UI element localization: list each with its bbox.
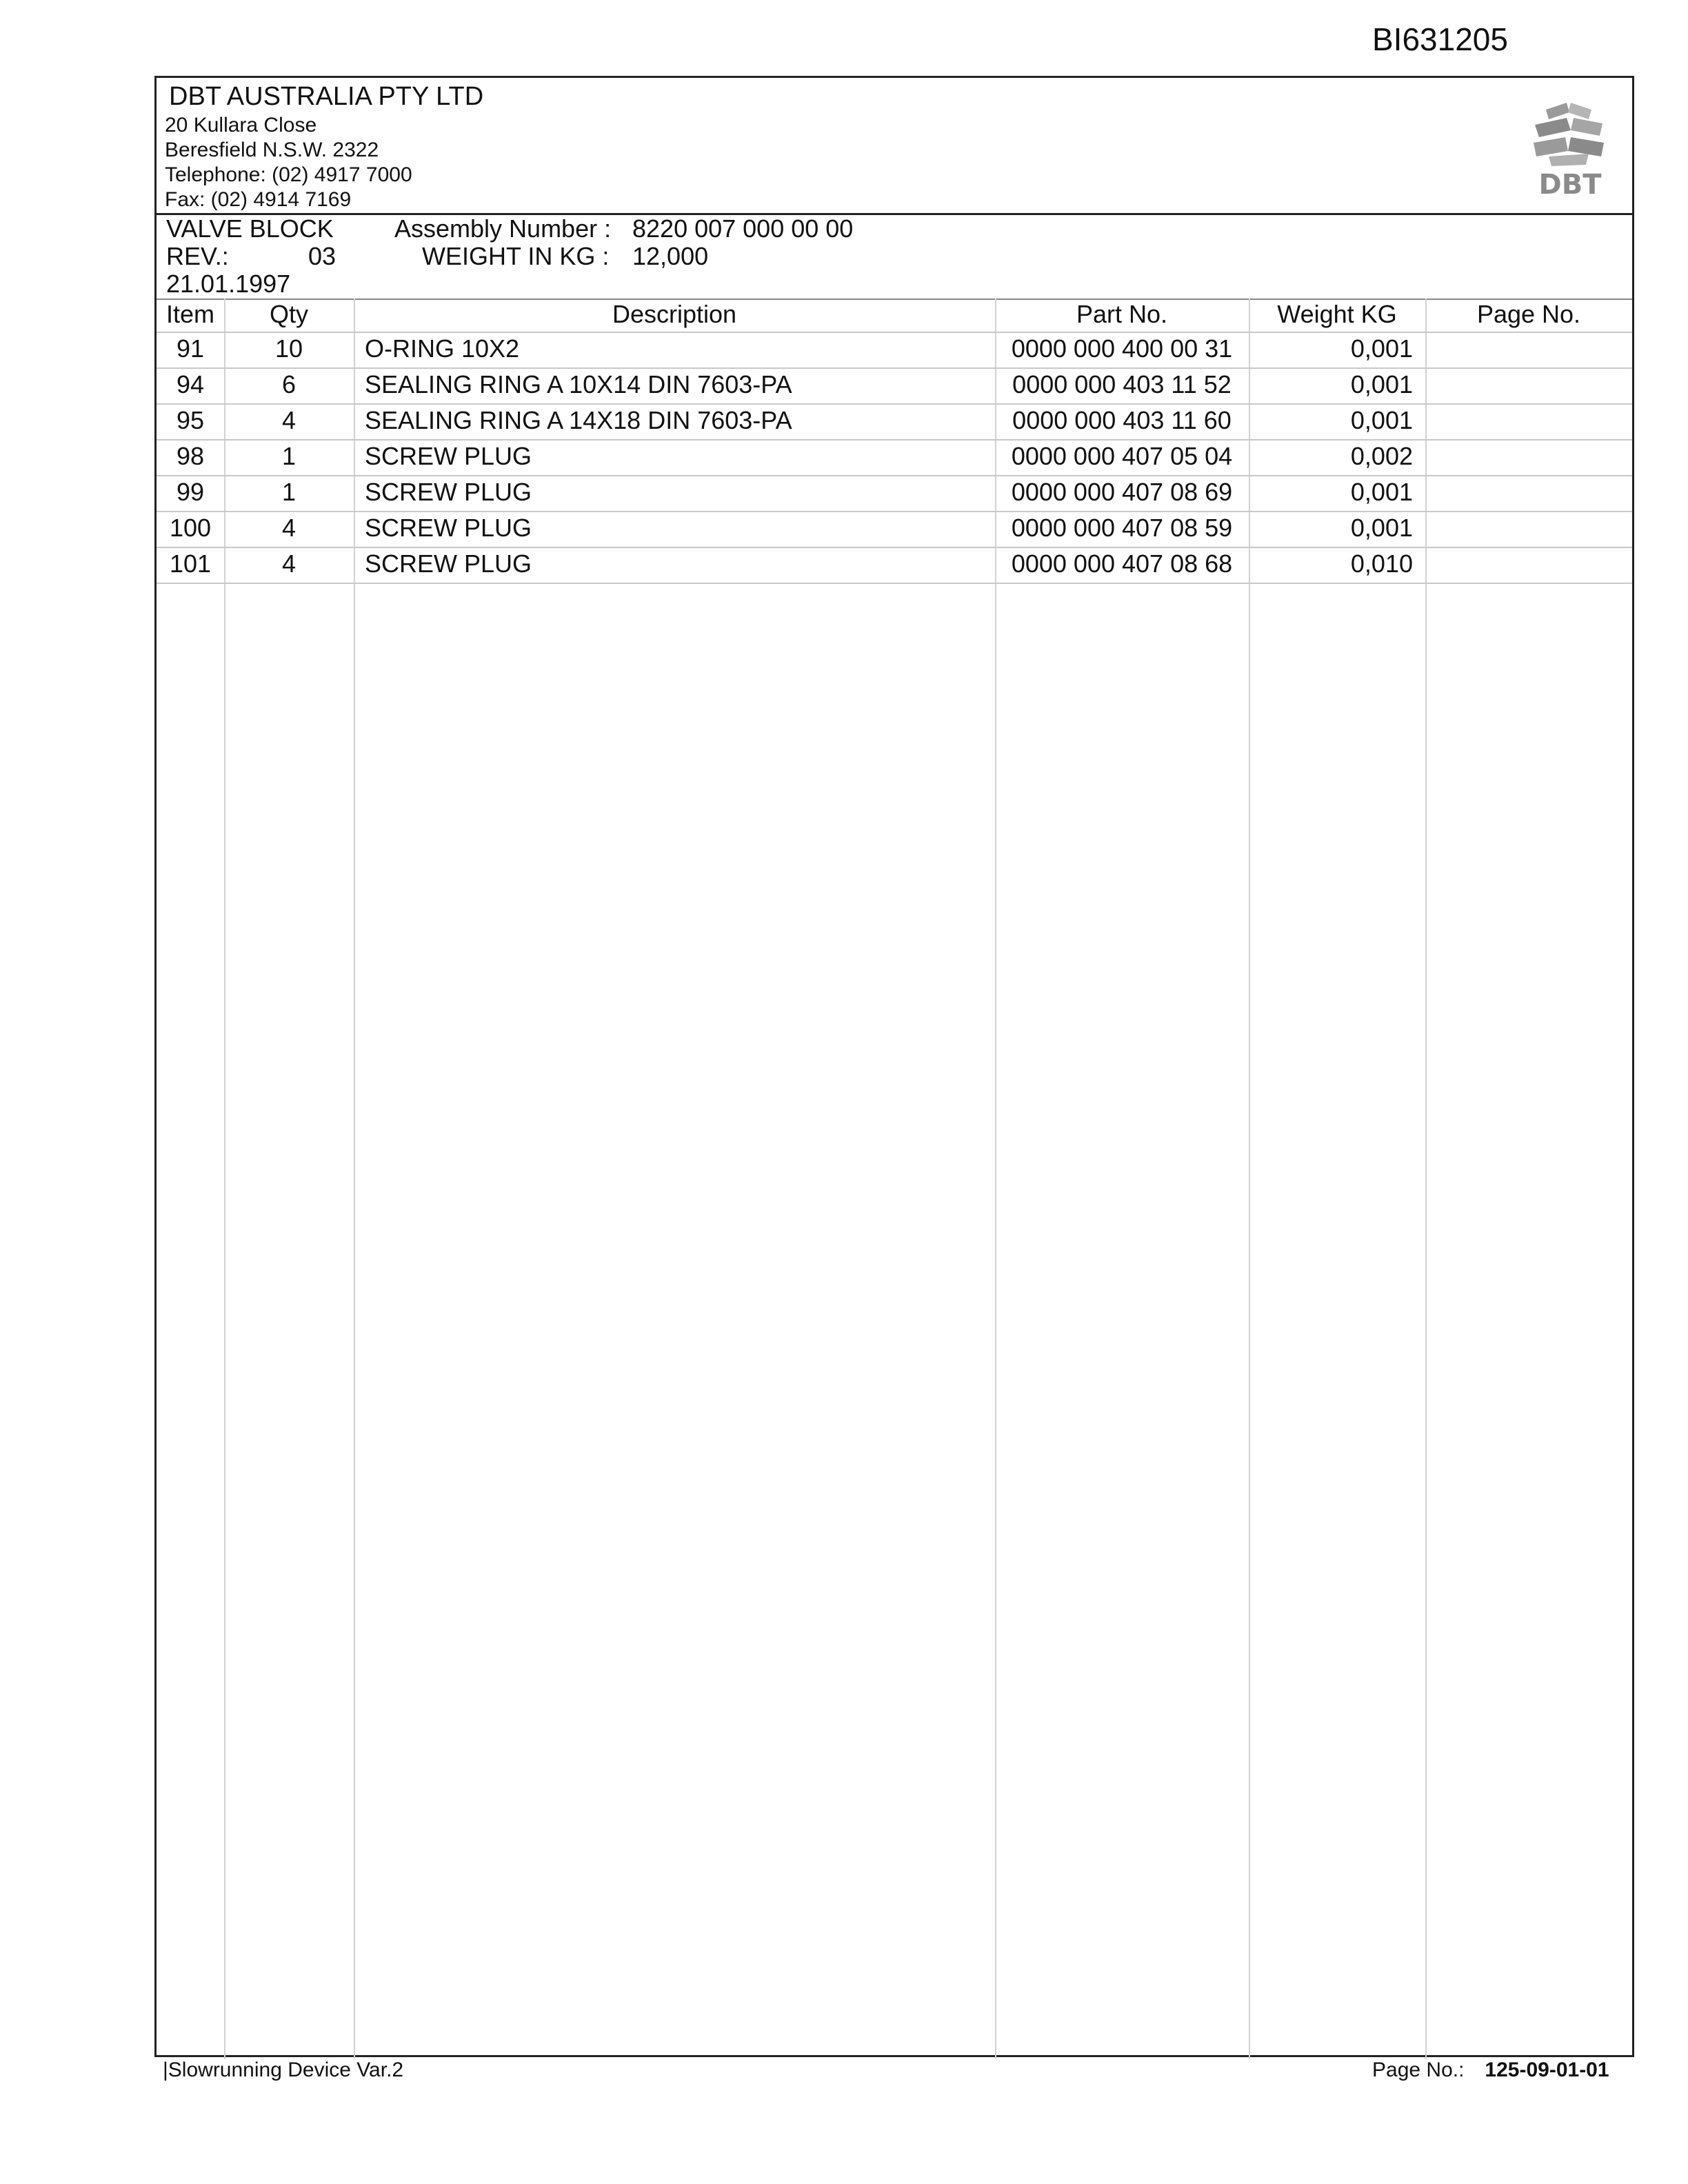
cell-weight: 0,002 — [1350, 442, 1413, 470]
header-item: Item — [165, 300, 214, 328]
cell-description: SEALING RING A 10X14 DIN 7603-PA — [365, 370, 792, 398]
cell-item: 101 — [169, 549, 212, 578]
weight-label: WEIGHT IN KG : — [422, 242, 610, 270]
rev-label: REV.: — [166, 242, 229, 270]
cell-item: 91 — [176, 334, 205, 363]
cell-description: SEALING RING A 14X18 DIN 7603-PA — [365, 406, 792, 434]
row-rule — [157, 583, 1632, 584]
footer-title: |Slowrunning Device Var.2 — [163, 2059, 404, 2081]
header-weight: Weight KG — [1277, 300, 1397, 328]
cell-qty: 4 — [281, 514, 297, 542]
cell-part-no: 0000 000 407 08 59 — [1011, 514, 1233, 542]
cell-qty: 6 — [281, 370, 297, 398]
cell-item: 100 — [169, 514, 212, 542]
cell-part-no: 0000 000 407 08 69 — [1011, 478, 1233, 506]
cell-weight: 0,001 — [1350, 478, 1413, 506]
assembly-number-label: Assembly Number : — [394, 214, 612, 243]
cell-description: SCREW PLUG — [365, 478, 532, 506]
cell-qty: 4 — [281, 549, 297, 578]
cell-page-no — [1425, 333, 1632, 369]
cell-item: 94 — [176, 370, 205, 398]
header-page-no: Page No. — [1476, 300, 1581, 328]
cell-part-no: 0000 000 403 11 52 — [1012, 370, 1232, 398]
assembly-date: 21.01.1997 — [166, 270, 291, 298]
cell-description: SCREW PLUG — [365, 549, 532, 578]
assembly-number-value: 8220 007 000 00 00 — [632, 214, 854, 243]
parts-table — [157, 299, 1632, 2059]
document-id: BI631205 — [1372, 21, 1508, 57]
cell-item: 95 — [176, 406, 205, 434]
cell-page-no — [1425, 476, 1632, 512]
cell-weight: 0,001 — [1350, 406, 1413, 434]
header-part-no: Part No. — [1076, 300, 1168, 328]
cell-part-no: 0000 000 400 00 31 — [1011, 334, 1233, 363]
cell-page-no — [1425, 369, 1632, 405]
cell-qty: 10 — [274, 334, 303, 363]
header-qty: Qty — [269, 300, 308, 328]
cell-description: O-RING 10X2 — [365, 334, 520, 363]
assembly-name: VALVE BLOCK — [166, 214, 334, 243]
cell-description: SCREW PLUG — [365, 514, 532, 542]
cell-qty: 1 — [281, 478, 297, 506]
footer-page-value: 125-09-01-01 — [1485, 2059, 1609, 2081]
dbt-logo-icon — [1525, 97, 1615, 201]
header-description: Description — [612, 300, 737, 328]
address-line-1: 20 Kullara Close — [165, 114, 317, 136]
weight-value: 12,000 — [632, 242, 709, 270]
cell-weight: 0,010 — [1350, 549, 1413, 578]
company-name: DBT AUSTRALIA PTY LTD — [169, 82, 484, 111]
column-divider — [354, 299, 355, 2059]
cell-qty: 1 — [281, 442, 297, 470]
company-header — [157, 78, 1632, 215]
logo-text: DBT — [1538, 169, 1602, 201]
cell-page-no — [1425, 441, 1632, 476]
rev-value: 03 — [308, 242, 336, 270]
telephone: Telephone: (02) 4917 7000 — [165, 163, 412, 186]
cell-weight: 0,001 — [1350, 370, 1413, 398]
cell-weight: 0,001 — [1350, 334, 1413, 363]
cell-description: SCREW PLUG — [365, 442, 532, 470]
footer-page — [1372, 2059, 1609, 2082]
fax: Fax: (02) 4914 7169 — [165, 188, 352, 211]
cell-item: 98 — [176, 442, 205, 470]
cell-part-no: 0000 000 403 11 60 — [1012, 406, 1232, 434]
cell-page-no — [1425, 548, 1632, 584]
cell-page-no — [1425, 512, 1632, 548]
cell-qty: 4 — [281, 406, 297, 434]
cell-part-no: 0000 000 407 05 04 — [1011, 442, 1233, 470]
parts-list-frame — [154, 76, 1634, 2057]
cell-part-no: 0000 000 407 08 68 — [1011, 549, 1233, 578]
address-line-2: Beresfield N.S.W. 2322 — [165, 139, 379, 161]
assembly-info — [157, 213, 1632, 299]
cell-page-no — [1425, 405, 1632, 441]
cell-weight: 0,001 — [1350, 514, 1413, 542]
cell-item: 99 — [176, 478, 205, 506]
footer-page-label: Page No.: — [1372, 2059, 1465, 2081]
